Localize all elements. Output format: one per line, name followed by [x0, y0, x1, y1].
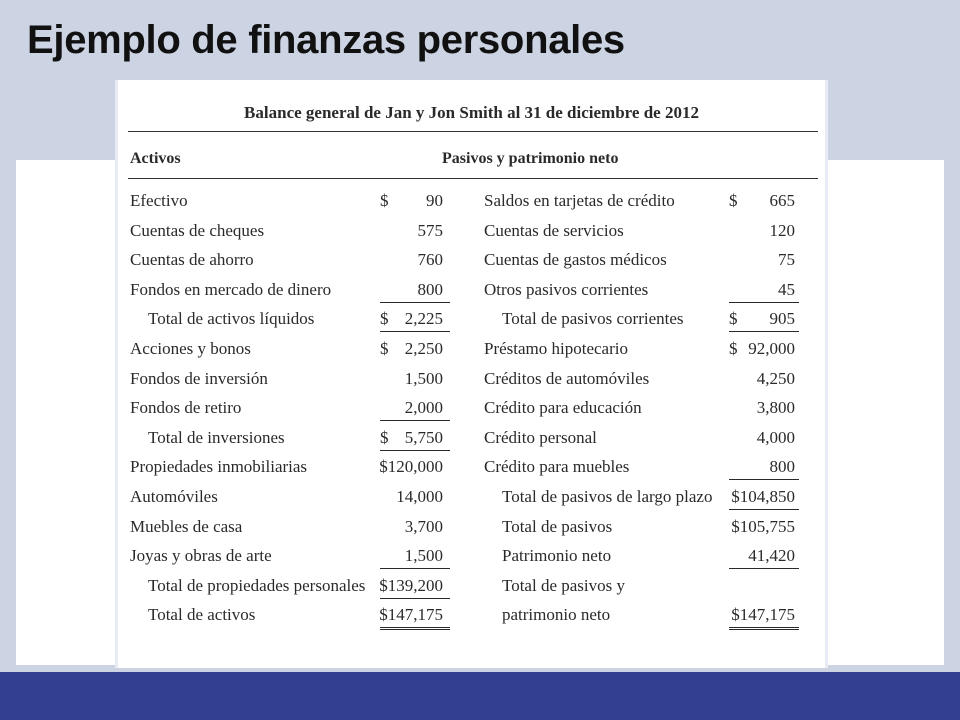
left-total-underline: [380, 627, 450, 630]
left-item-label: Efectivo: [130, 191, 188, 210]
right-total-underline: [729, 627, 799, 630]
left-item-amount: $139,200: [379, 575, 443, 595]
right-item-amount: 3,800: [756, 398, 795, 418]
table-row: [118, 218, 825, 248]
right-item-label: Total de pasivos: [502, 516, 613, 536]
left-item-label: Total de inversiones: [148, 427, 285, 447]
left-item-amount: 760: [417, 250, 443, 270]
right-item-label: Crédito para muebles: [484, 457, 630, 477]
left-currency-symbol: $: [380, 427, 389, 447]
right-item-amount: 665: [769, 191, 795, 210]
right-item-label: Otros pasivos corrientes: [484, 279, 649, 299]
table-row: [118, 425, 825, 455]
right-item-label: Saldos en tarjetas de crédito: [484, 191, 675, 210]
right-item-amount: 45: [778, 279, 795, 299]
right-item-amount: 800: [769, 457, 795, 477]
left-item-amount: 2,225: [404, 309, 443, 329]
left-item-label: Total de propiedades personales: [148, 575, 366, 595]
left-item-label: Joyas y obras de arte: [130, 546, 272, 566]
left-total-underline: [380, 450, 450, 451]
right-item-amount: 41,420: [748, 546, 795, 566]
right-item-label: Total de pasivos corrientes: [502, 309, 684, 329]
left-total-underline: [380, 302, 450, 303]
right-total-underline: [729, 509, 799, 510]
table-row: [118, 543, 825, 573]
left-item-amount: 1,500: [404, 546, 443, 566]
right-total-underline: [729, 331, 799, 332]
left-item-amount: $147,175: [379, 605, 443, 625]
left-currency-symbol: $: [380, 339, 389, 358]
left-item-label: Propiedades inmobiliarias: [130, 457, 308, 477]
right-item-amount: 92,000: [748, 339, 795, 358]
left-total-underline: [380, 598, 450, 599]
slide-title: Ejemplo de finanzas personales: [27, 18, 625, 62]
right-total-underline: [729, 568, 799, 569]
right-item-label: Cuentas de gastos médicos: [484, 250, 667, 270]
left-item-label: Fondos de retiro: [130, 398, 242, 418]
top-rule: [128, 131, 818, 132]
right-currency-symbol: $: [729, 339, 738, 358]
right-item-amount: $105,755: [731, 516, 795, 536]
right-item-amount: $147,175: [731, 605, 795, 625]
table-row: [118, 573, 825, 603]
left-item-label: Fondos de inversión: [130, 368, 268, 388]
right-item-amount: 120: [769, 220, 795, 240]
table-row: [118, 188, 825, 218]
right-item-label: patrimonio neto: [502, 605, 611, 625]
balance-sheet-title: Balance general de Jan y Jon Smith al 31 de diciembre de 2012: [244, 103, 699, 122]
left-item-label: Cuentas de ahorro: [130, 250, 254, 270]
table-row: [118, 306, 825, 336]
right-currency-symbol: $: [729, 191, 738, 210]
left-item-label: Cuentas de cheques: [130, 220, 265, 240]
left-item-label: Total de activos líquidos: [148, 309, 315, 329]
right-item-label: Créditos de automóviles: [484, 368, 650, 388]
left-item-amount: 800: [417, 279, 443, 299]
right-item-label: Total de pasivos de largo plazo: [502, 487, 713, 506]
right-item-amount: 75: [778, 250, 795, 270]
right-total-underline: [729, 302, 799, 303]
right-item-label: Crédito personal: [484, 427, 597, 447]
footer-bar: [0, 672, 960, 720]
assets-header: Activos: [130, 150, 181, 167]
left-item-amount: 3,700: [404, 516, 443, 536]
left-item-amount: 1,500: [404, 368, 443, 388]
left-total-underline: [380, 420, 450, 421]
left-currency-symbol: $: [380, 309, 389, 329]
table-row: [118, 336, 825, 366]
left-total-underline: [380, 568, 450, 569]
left-item-amount: 14,000: [396, 487, 443, 506]
left-item-amount: 575: [417, 220, 443, 240]
right-item-amount: $104,850: [731, 487, 795, 506]
left-item-label: Automóviles: [130, 487, 218, 506]
right-item-amount: 4,000: [756, 427, 795, 447]
left-item-amount: 2,000: [404, 398, 443, 418]
liabilities-header: Pasivos y patrimonio neto: [442, 150, 619, 167]
left-item-amount: 2,250: [404, 339, 443, 358]
table-row: [118, 247, 825, 277]
left-total-underline: [380, 331, 450, 332]
table-row: [118, 366, 825, 396]
right-item-amount: 4,250: [756, 368, 795, 388]
right-item-label: Préstamo hipotecario: [484, 339, 628, 358]
table-row: [118, 277, 825, 307]
left-item-amount: 90: [426, 191, 443, 210]
balance-sheet-image: [115, 80, 828, 668]
right-item-label: Cuentas de servicios: [484, 220, 624, 240]
right-item-amount: 905: [769, 309, 795, 329]
right-currency-symbol: $: [729, 309, 738, 329]
table-row: [118, 454, 825, 484]
table-row: [118, 602, 825, 632]
header-rule: [128, 178, 818, 179]
right-item-label: Crédito para educación: [484, 398, 642, 418]
left-item-label: Acciones y bonos: [130, 339, 251, 358]
left-item-label: Total de activos: [148, 605, 256, 625]
left-item-label: Fondos en mercado de dinero: [130, 279, 332, 299]
right-item-label: Total de pasivos y: [502, 575, 625, 595]
right-item-label: Patrimonio neto: [502, 546, 612, 566]
left-item-label: Muebles de casa: [130, 516, 243, 536]
table-row: [118, 484, 825, 514]
right-total-underline: [729, 479, 799, 480]
left-currency-symbol: $: [380, 191, 389, 210]
left-item-amount: $120,000: [379, 457, 443, 477]
left-item-amount: 5,750: [404, 427, 443, 447]
table-row: [118, 514, 825, 544]
table-row: [118, 395, 825, 425]
